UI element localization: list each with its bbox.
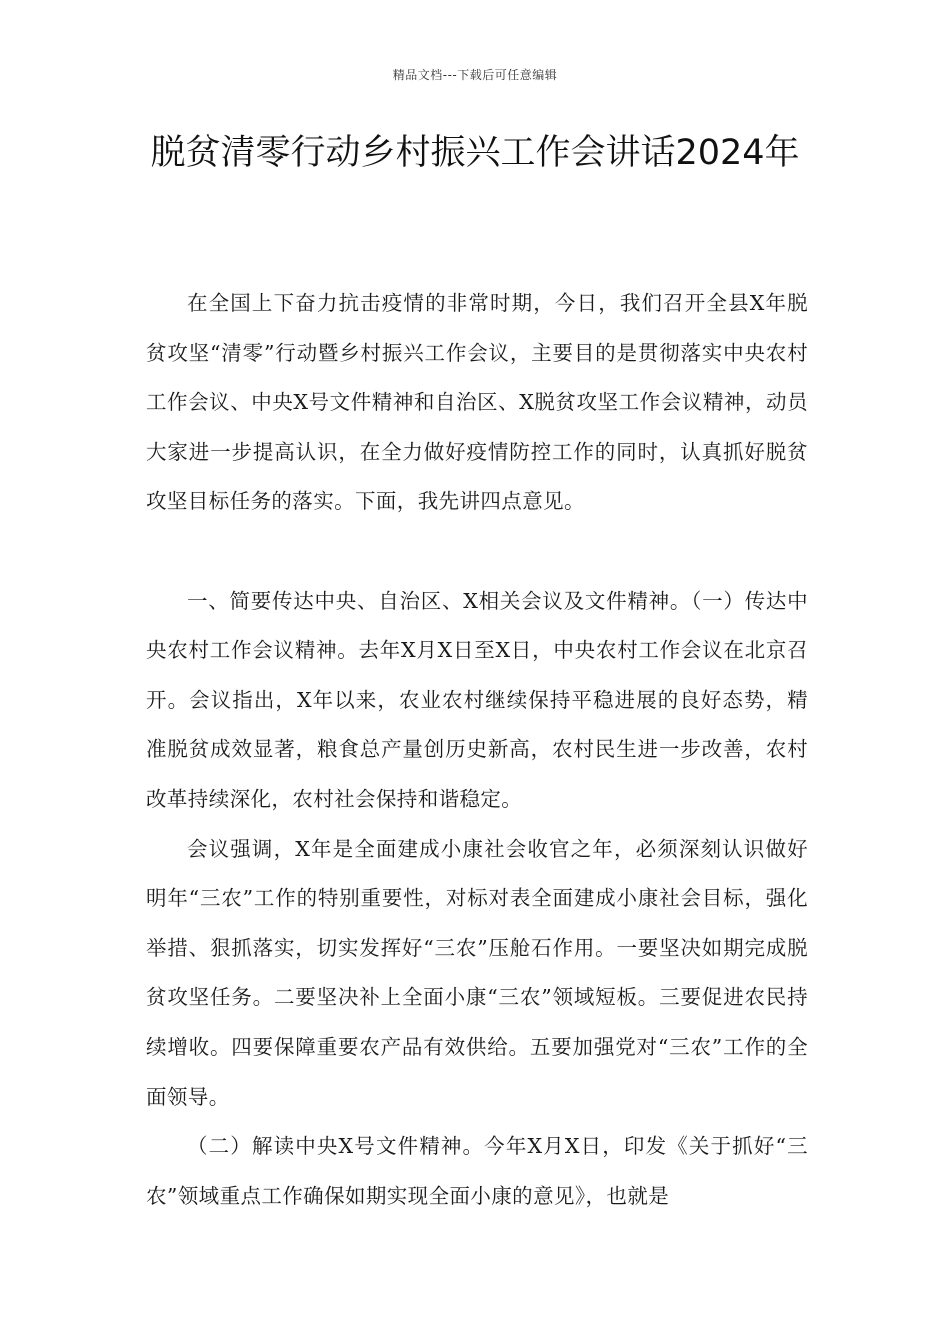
document-title: 脱贫清零行动乡村振兴工作会讲话2024年 [150, 133, 800, 173]
paragraph-document-interpretation: （二）解读中央X号文件精神。今年X月X日，印发《关于抓好“三农”领域重点工作确保如期实现全面小康的意见》，也就是 [146, 1134, 808, 1208]
document-body [146, 279, 808, 1221]
paragraph-meeting-emphasis: 会议强调，X年是全面建成小康社会收官之年，必须深刻认识做好明年“三农”工作的特别重要性，对标对表全面建成小康社会目标，强化举措、狠抓落实，切实发挥好“三农”压舱石作用。一要坚决如期完成脱贫攻坚任务。二要坚决补上全面小康“三农”领域短板。三要促进农民持续增收。四要保障重要农产品有效供给。五要加强党对“三农”工作的全面领导。 [146, 836, 808, 1109]
paragraph-gap [146, 527, 808, 577]
header-note: 精品文档---下载后可任意编辑 [392, 68, 558, 82]
paragraph-section-one: 一、简要传达中央、自治区、X相关会议及文件精神。（一）传达中央农村工作会议精神。去年X月X日至X日，中央农村工作会议在北京召开。会议指出，X年以来，农业农村继续保持平稳进展的良好态势，精准脱贫成效显著，粮食总产量创历史新高，农村民生进一步改善，农村改革持续深化，农村社会保持和谐稳定。 [146, 588, 808, 811]
paragraph-intro: 在全国上下奋力抗击疫情的非常时期，今日，我们召开全县X年脱贫攻坚“清零”行动暨乡村振兴工作会议，主要目的是贯彻落实中央农村工作会议、中央X号文件精神和自治区、X脱贫攻坚工作会议精神，动员大家进一步提高认识，在全力做好疫情防控工作的同时，认真抓好脱贫攻坚目标任务的落实。下面，我先讲四点意见。 [146, 291, 808, 514]
